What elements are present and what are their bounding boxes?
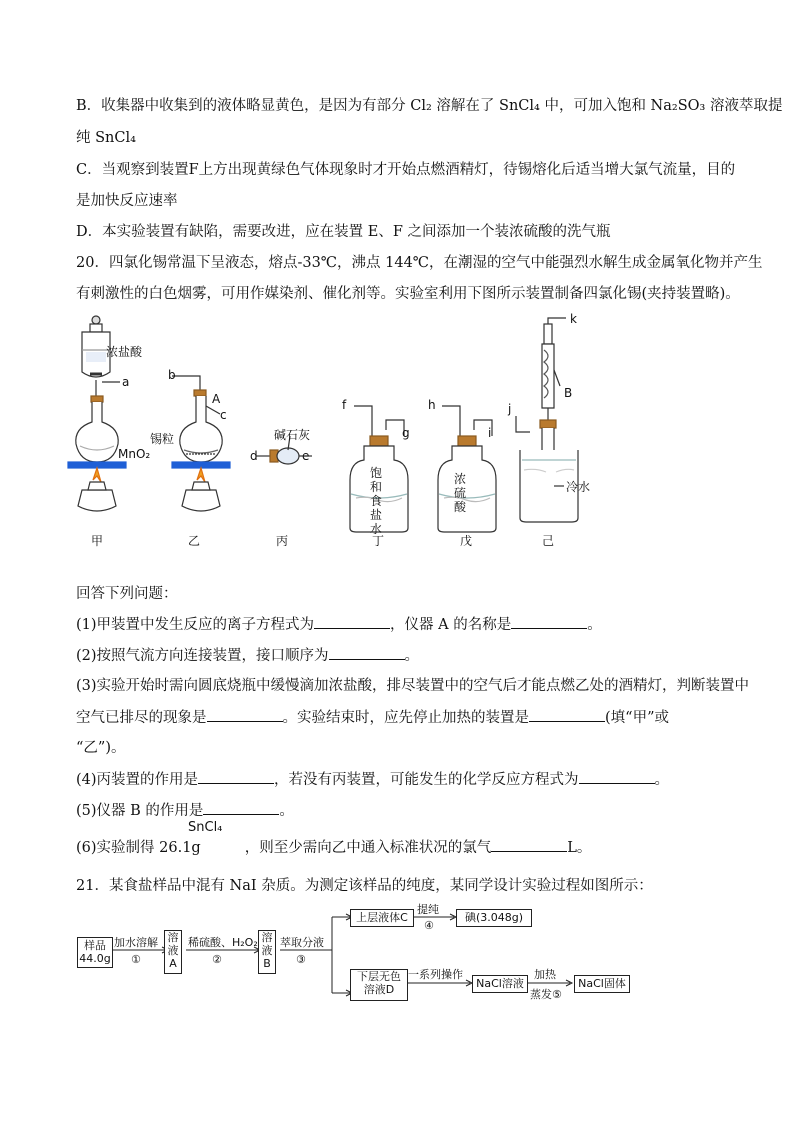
flow-step3-num: ③ (296, 953, 306, 966)
name-wu: 戊 (460, 534, 473, 548)
label-cold-water: 冷水 (566, 480, 591, 494)
label-d: d (250, 449, 258, 463)
answer-blank-4b[interactable] (579, 769, 655, 784)
flow-solution-a (164, 930, 182, 974)
flow-step4-num: ④ (424, 919, 434, 932)
answer-blank-3a[interactable] (207, 707, 283, 722)
question-21: 21．某食盐样品中混有 NaI 杂质。为测定该样品的纯度，某同学设计实验过程如图所示： (76, 878, 653, 894)
flow-solution-a-2: 液 (167, 944, 179, 957)
flow-nacl-solution: NaCl溶液 (472, 975, 528, 993)
subquestion-1 (76, 614, 602, 635)
q1-text-2: ，仪器 A 的名称是 (390, 617, 512, 633)
question-20-line2: 有刺激性的白色烟雾，可用作媒染剂、催化剂等。实验室利用下图所示装置制备四氯化锡(夹持装置略)。 (76, 286, 740, 302)
label-e: e (302, 449, 310, 463)
flow-solution-a-3: A (169, 957, 177, 970)
q2-text: (2)按照气流方向连接装置，接口顺序为 (76, 648, 329, 664)
q6-text-3: L。 (567, 840, 592, 856)
answer-blank-1b[interactable] (511, 614, 587, 629)
label-h: h (428, 398, 436, 412)
answer-blank-6[interactable] (491, 837, 567, 852)
flow-solution-b-3: B (263, 957, 271, 970)
label-g: g (402, 426, 410, 440)
q4-text-2: ，若没有丙装置，可能发生的化学反应方程式为 (274, 772, 579, 788)
q1-text: (1)甲装置中发生反应的离子方程式为 (76, 617, 315, 633)
label-b: b (168, 368, 176, 382)
answer-blank-1a[interactable] (314, 614, 390, 629)
label-f: f (342, 398, 347, 412)
flow-step1: 加水溶解 (114, 936, 158, 949)
apparatus-wu (438, 406, 496, 532)
flow-sample-label: 样品 (84, 939, 106, 952)
flow-step4: 提纯 (417, 903, 439, 916)
flow-solution-b (258, 930, 276, 974)
apparatus-yi (172, 376, 230, 511)
label-i: i (488, 426, 492, 440)
label-A: A (212, 392, 221, 406)
formula-sncl4: SnCl₄ (188, 820, 223, 835)
subquestion-3-line3: “乙”)。 (76, 740, 126, 756)
option-d: D．本实验装置有缺陷，需要改进，应在装置 E、F 之间添加一个装浓硫酸的洗气瓶 (76, 224, 611, 240)
flow-lower-solution (350, 969, 408, 1001)
q2-text-2: 。 (404, 648, 420, 664)
q6-text-2: ，则至少需向乙中通入标准状况的氯气 (244, 840, 492, 856)
flow-iodine: 碘(3.048g) (456, 909, 532, 927)
flow-step2: 稀硫酸、H₂O₂ (188, 936, 258, 949)
flow-solution-a-1: 溶 (167, 931, 179, 944)
subquestion-3-line1: (3)实验开始时需向圆底烧瓶中缓慢滴加浓盐酸，排尽装置中的空气后才能点燃乙处的酒精灯，判断装置中 (76, 678, 750, 694)
flow-lower-1: 下层无色 (357, 970, 401, 983)
subquestion-6 (76, 837, 591, 858)
subquestion-5 (76, 800, 294, 821)
q5-text: (5)仪器 B 的作用是 (76, 803, 204, 819)
flow-series-ops: 一系列操作 (408, 968, 463, 981)
flow-step3: 萃取分液 (280, 936, 324, 949)
name-ding: 丁 (372, 534, 385, 548)
label-j: j (508, 402, 512, 416)
subquestion-3-line2 (76, 707, 669, 728)
label-B: B (564, 386, 573, 400)
name-bing: 丙 (276, 534, 289, 548)
name-ji: 己 (542, 534, 555, 548)
answer-blank-5[interactable] (203, 800, 279, 815)
label-k: k (570, 312, 577, 326)
q4-text-3: 。 (654, 772, 670, 788)
answer-blank-2[interactable] (329, 645, 405, 660)
flow-sample-box (77, 937, 113, 968)
q3-text: 空气已排尽的现象是 (76, 710, 207, 726)
label-soda-lime: 碱石灰 (274, 428, 311, 442)
q1-text-3: 。 (587, 617, 602, 633)
label-conc-sulfuric: 浓硫酸 (454, 472, 467, 514)
q3-text-2: 。实验结束时，应先停止加热的装置是 (282, 710, 529, 726)
answer-blank-3b[interactable] (529, 707, 605, 722)
flow-heat: 加热 (534, 968, 556, 981)
label-tin: 锡粒 (150, 432, 175, 446)
q6-text: (6)实验制得 26.1g (76, 840, 201, 856)
answer-prompt: 回答下列问题： (76, 586, 178, 602)
flow-step2-num: ② (212, 953, 222, 966)
subquestion-4 (76, 769, 669, 790)
flow-upper-liquid: 上层液体C (350, 909, 414, 927)
flow-sample-mass: 44.0g (79, 952, 111, 965)
flow-lower-2: 溶液D (363, 983, 395, 996)
flow-nacl-solid: NaCl固体 (574, 975, 630, 993)
label-conc-hcl: 浓盐酸 (106, 345, 143, 359)
question-20-line1: 20．四氯化锡常温下呈液态，熔点-33℃，沸点 144℃，在潮湿的空气中能强烈水解生成金属氧化物并产生 (76, 255, 763, 271)
q3-text-3: (填“甲”或 (605, 710, 669, 726)
label-mno2: MnO₂ (118, 447, 151, 461)
q5-text-2: 。 (279, 803, 294, 819)
name-yi: 乙 (188, 534, 201, 548)
flow-step1-num: ① (131, 953, 141, 966)
label-brine: 饱和食盐水 (370, 466, 383, 536)
q4-text: (4)丙装置的作用是 (76, 772, 199, 788)
option-b-line1: B．收集器中收集到的液体略显黄色，是因为有部分 Cl₂ 溶解在了 SnCl₄ 中，可加入饱和 Na₂SO₃ 溶液萃取提 (76, 98, 783, 114)
flow-solution-b-1: 溶 (261, 931, 273, 944)
answer-blank-4a[interactable] (198, 769, 274, 784)
subquestion-2 (76, 645, 419, 666)
name-jia: 甲 (91, 534, 104, 548)
option-c-line2: 是加快反应速率 (76, 193, 178, 209)
flow-evaporate: 蒸发⑤ (530, 988, 562, 1001)
label-a: a (122, 375, 130, 389)
label-c: c (220, 408, 227, 422)
option-c-line1: C．当观察到装置F上方出现黄绿色气体现象时才开始点燃酒精灯，待锡熔化后适当增大氯气流量，目的 (76, 162, 736, 178)
option-b-line2: 纯 SnCl₄ (76, 130, 136, 146)
flow-solution-b-2: 液 (261, 944, 273, 957)
